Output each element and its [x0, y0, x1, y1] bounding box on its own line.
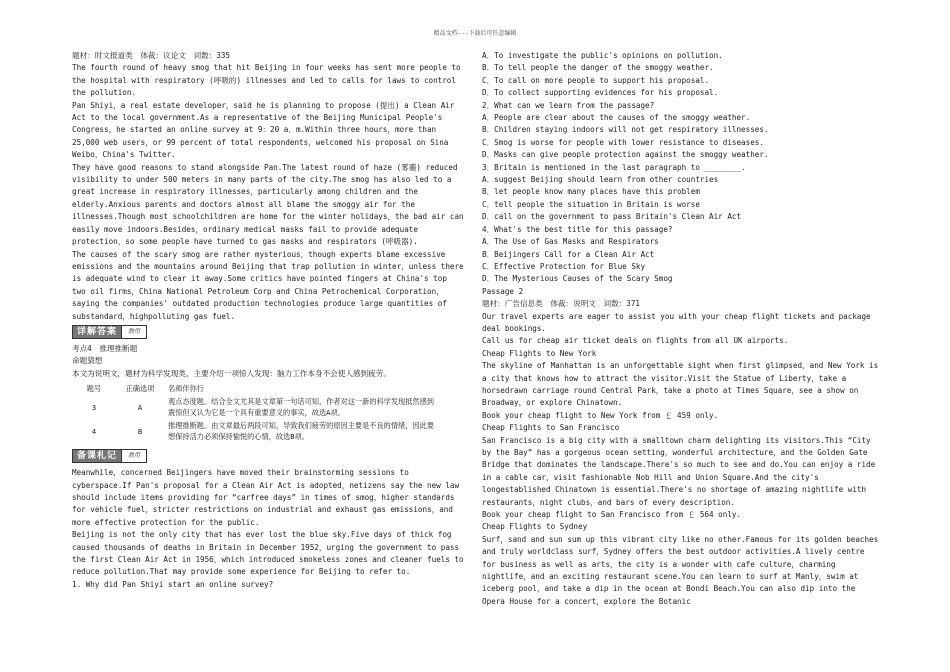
answer-banner-title: 详解答案	[77, 326, 118, 337]
paragraph: Book your cheap flight to San Francisco from ￡ 564 only.	[482, 510, 742, 520]
option: A．suggest Beijing should learn from other countries	[482, 175, 719, 185]
passage-title: Passage 2	[482, 286, 524, 296]
paragraph: Our travel experts are eager to assist you with your cheap flight tickets and package deal bookings.	[482, 311, 871, 333]
table-cell: 4	[91, 426, 97, 436]
passage-info: 题材：广告信息类 体裁：说明文 词数：371	[482, 299, 640, 309]
table-row	[72, 395, 444, 419]
paragraph: The fourth round of heavy smog that hit Beijing in four weeks has sent more people to the hospital with respiratory (呼吸的) illnesses and led to calls for laws to control the pollution.	[72, 63, 461, 98]
table-cell: 推理推断题。由文章最后两段可知，导致我们疲劳的原因主要是不良的情绪，因此要想保持活力必须保持愉悦的心情，故选B项。	[168, 421, 434, 442]
table-cell: A	[137, 402, 143, 412]
answer-banner	[72, 325, 147, 339]
paragraph: Beijing is not the only city that has ever lost the blue sky.Five days of thick fog caused thousands of deaths in Britain in December 1952，urging the government to pass the first Clean Air Act in 1956，which introduced smokeless zones and cleaner fuels to reduce pollution.That may provide some experience for Beijing to refer to.	[72, 530, 464, 577]
table-cell: B	[137, 426, 143, 436]
subheading: Cheap Flights to New York	[482, 348, 597, 358]
paragraph: The causes of the scary smog are rather mysterious，though experts blame excessive emissions and the mountains around Beijing that trap pollution in winter，unless there is adequate wind to clear it away.Some critics have pointed fingers at China's top two oil firms，China National Petroleum Corp and China Petrochemical Corporation，saying the companies' outdated production technologies produce large quantities of substandard，highpolluting gas fuel.	[72, 249, 464, 321]
right-column	[482, 50, 882, 608]
notes-banner-tag: 教用	[121, 450, 146, 462]
question: 1. Why did Pan Shiyi start an online survey?	[72, 579, 274, 589]
section-subheading: 命题猜想	[72, 356, 103, 366]
option: A．To investigate the public's opinions on pollution.	[482, 51, 723, 60]
table-header: 题号	[86, 384, 102, 394]
option: C．Effective Protection for Blue Sky	[482, 261, 646, 271]
page-header: 精品文档---下载后可任意编辑	[433, 30, 517, 37]
table-header: 正确选项	[125, 384, 155, 394]
left-column	[72, 50, 464, 591]
option: D．Masks can give people protection against the smoggy weather.	[482, 150, 769, 160]
question: 2．What can we learn from the passage?	[482, 100, 655, 110]
passage-info: 题材：时文报道类 体裁：议论文 词数：335	[72, 51, 230, 60]
subheading: Cheap Flights to Sydney	[482, 522, 588, 532]
option: B．Children staying indoors will not get respiratory illnesses.	[482, 125, 769, 135]
notes-banner	[72, 449, 147, 463]
paragraph: Call us for cheap air ticket deals on flights from all UK airports.	[482, 336, 789, 346]
notes-banner-title: 备课札记	[77, 450, 118, 461]
paragraph: San Francisco is a big city with a smalltown charm delighting its visitors.This “City by the Bay” has a gorgeous ocean setting，wonderful architecture，and the Golden Gate Bridge that dominates the landscape.There's so much to see and do.You can enjoy a ride in a cable car，visit fashionable Nob Hill and Union Square.And the city's longestablished Chinatown is essential.There's no shortage of amazing nightlife with restaurants，night clubs，and bars of every description.	[482, 435, 876, 507]
question: 3．Britain is mentioned in the last paragraph to ________.	[482, 162, 746, 172]
paragraph: Meanwhile，concerned Beijingers have moved their brainstorming sessions to cyberspace.If Pan's proposal for a Clean Air Act is adopted，netizens say the new law should include items providing for “carfree days” in times of smog，higher standards for vehicle fuel，stricter restrictions on industrial and exhaust gas emissions，and more effective protection for the public.	[72, 468, 460, 527]
option: B．let people know many places have this problem	[482, 187, 700, 197]
answer-banner-tag: 教用	[121, 326, 146, 338]
option: D．The Mysterious Causes of the Scary Smog	[482, 274, 673, 284]
option: A．The Use of Gas Masks and Respirators	[482, 237, 659, 247]
paragraph: Pan Shiyi，a real estate developer，said he is planning to propose (提出) a Clean Air Act to the local government.As a representative of the Beijing Municipal People's Congress，he started an online survey at 9：20 a．m.Within three hours，more than 25,000 web users，or 99 percent of total respondents，welcomed his proposal on Sina Weibo，China's Twitter.	[72, 100, 455, 160]
option: C．Smog is worse for people with lower resistance to diseases.	[482, 137, 764, 147]
option: D．call on the government to pass Britain's Clean Air Act	[482, 212, 742, 222]
question: 4．What's the best title for this passage?	[482, 224, 673, 234]
table-header: 名师伴你行	[168, 384, 204, 394]
option: C．tell people the situation in Britain is worse	[482, 199, 700, 209]
option: C．To call on more people to support his proposal.	[482, 75, 710, 85]
answer-table	[72, 382, 444, 443]
option: B．To tell people the danger of the smoggy weather.	[482, 63, 714, 73]
option: A．People are clear about the causes of the smoggy weather.	[482, 113, 751, 123]
table-cell: 观点态度题。结合全文尤其是文章第一句话可知，作者对这一新的科学发现抵然感到震惊但又认为它是一个具有重要意义的事实，故选A项。	[168, 397, 434, 418]
table-cell: 3	[91, 402, 97, 412]
paragraph: Surf，sand and sun sum up this vibrant city like no other.Famous for its golden beaches and truly worldclass surf，Sydney offers the best outdoor activities.A lively centre for business as well as arts，the city is a wonder with cafe culture，charming nightlife，and an exciting restaurant scene.You can learn to surf at Manly，swim at iceberg pool，and take a dip in the ocean at Bondi Beach.You can also dip into the Opera House for a concert，explore the Botanic	[482, 534, 879, 606]
option: B．Beijingers Call for a Clean Air Act	[482, 249, 655, 259]
option: D．To collect supporting evidences for his proposal.	[482, 88, 719, 98]
section-heading: 考点4 推理推断题	[72, 343, 138, 353]
subheading: Cheap Flights to San Francisco	[482, 423, 620, 433]
paragraph: They have good reasons to stand alongside Pan.The latest round of haze (雾霾) reduced visibility to under 500 meters in many parts of the city.The smog has also led to a great increase in respiratory illnesses，particularly among children and the elderly.Anxious parents and doctors almost all blame the smoggy air for the illnesses.Though most schoolchildren are home for the winter holidays，the bad air can easily move indoors.Besides，ordinary medical masks fail to provide adequate protection，so some people have turned to gas masks and respirators (呼吸器).	[72, 162, 464, 247]
paragraph: 本文为说明文，题材为科学发现类，主要介绍一项惊人发现：脑力工作本身不会使人感到疲劳。	[72, 368, 391, 378]
table-row	[72, 419, 444, 443]
paragraph: The skyline of Manhattan is an unforgettable sight when first glimpsed，and New York is a city that knows how to attract the visitor.Visit the Statue of Liberty，take a horsedrawn carriage round Central Park，take a photo at Times Square，see a show on Broadway，or explore Chinatown.	[482, 361, 879, 408]
paragraph: Book your cheap flight to New York from ￡ 459 only.	[482, 410, 719, 420]
table-header-row	[72, 382, 444, 395]
